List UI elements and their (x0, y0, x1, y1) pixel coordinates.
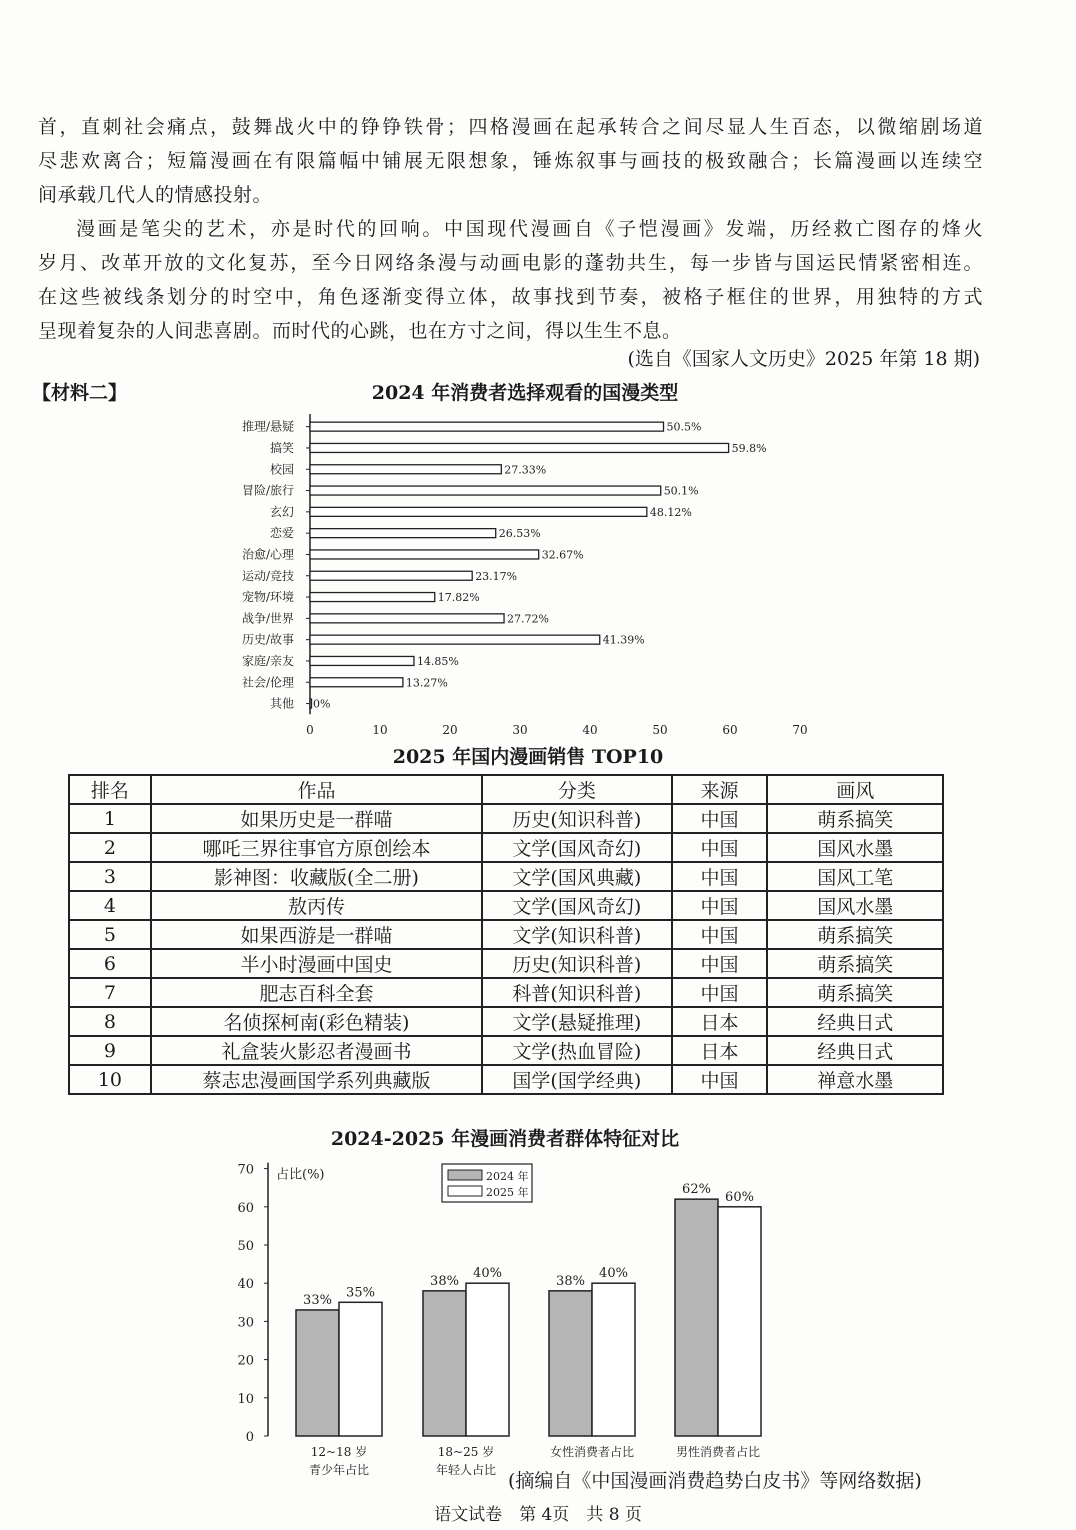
genre-bar-chart (200, 408, 820, 738)
value-label: 26.53% (498, 527, 541, 541)
bar (310, 443, 729, 452)
x-tick-label: 30 (512, 723, 528, 738)
table-cell: 历史(知识科普) (482, 949, 672, 978)
table-cell: 经典日式 (767, 1036, 943, 1065)
value-label: 14.85% (416, 654, 459, 668)
bar (718, 1207, 761, 1436)
bar (310, 550, 539, 559)
footer-source: (摘编自《中国漫画消费趋势白皮书》等网络数据) (508, 1470, 922, 1492)
table-cell: 文学(国风奇幻) (482, 891, 672, 920)
category-label: 搞笑 (269, 440, 294, 455)
bar (310, 486, 661, 495)
table-cell: 中国 (672, 949, 768, 978)
table-cell: 经典日式 (767, 1007, 943, 1036)
table-cell: 中国 (672, 978, 768, 1007)
table-cell: 中国 (672, 891, 768, 920)
table-row (69, 1007, 943, 1036)
x-tick-label: 40 (582, 723, 598, 738)
table-cell: 哪吒三界往事官方原创绘本 (151, 833, 482, 862)
value-label: 50.5% (666, 420, 702, 434)
table-cell: 影神图：收藏版(全二册) (151, 862, 482, 891)
x-tick-label: 70 (792, 723, 808, 738)
y-tick-label: 10 (237, 1391, 254, 1407)
table-cell: 敖丙传 (151, 891, 482, 920)
bar (310, 507, 647, 516)
table-cell: 中国 (672, 1065, 768, 1094)
column-header: 排名 (69, 775, 151, 804)
y-tick-label: 0 (245, 1430, 254, 1445)
table-cell: 6 (69, 949, 151, 978)
value-label: 60% (725, 1189, 754, 1205)
table-cell: 9 (69, 1036, 151, 1065)
y-tick-label: 70 (237, 1162, 254, 1178)
table-row (69, 862, 943, 891)
column-header: 画风 (767, 775, 943, 804)
table-cell: 历史(知识科普) (482, 804, 672, 833)
table-title: 2025 年国内漫画销售 TOP10 (392, 746, 664, 768)
table-cell: 1 (69, 804, 151, 833)
value-label: 27.72% (507, 612, 549, 626)
table-cell: 国风水墨 (767, 891, 943, 920)
category-label: 女性消费者占比 (549, 1445, 635, 1459)
table-cell: 如果历史是一群喵 (151, 804, 482, 833)
bar (339, 1302, 382, 1436)
value-label: 59.8% (731, 441, 767, 455)
value-label: 38% (556, 1273, 585, 1289)
table-cell: 国学(国学经典) (482, 1065, 672, 1094)
category-label: 校园 (269, 462, 294, 477)
value-label: 32.67% (541, 548, 584, 562)
bar (423, 1291, 466, 1436)
paragraph-line: 尽悲欢离合；短篇漫画在有限篇幅中铺展无限想象，锤炼叙事与画技的极致融合；长篇漫画以连续空 (38, 150, 983, 172)
table-cell: 文学(国风奇幻) (482, 833, 672, 862)
value-label: 48.12% (649, 505, 692, 519)
category-label: 青少年占比 (308, 1463, 370, 1477)
paragraph-line: 首，直刺社会痛点，鼓舞战火中的铮铮铁骨；四格漫画在起承转合之间尽显人生百态，以微缩剧场道 (38, 116, 983, 138)
value-label: 62% (682, 1182, 711, 1198)
page-footer: 语文试卷 第 4页 共 8 页 (434, 1505, 642, 1525)
category-label: 玄幻 (269, 504, 294, 519)
x-tick-label: 60 (722, 723, 738, 738)
column-header: 分类 (482, 775, 672, 804)
value-label: 27.33% (504, 463, 547, 477)
category-label: 家庭/亲友 (241, 653, 294, 668)
category-label: 恋爱 (269, 526, 294, 541)
category-label: 男性消费者占比 (675, 1445, 761, 1459)
category-label: 历史/故事 (241, 632, 294, 647)
bar (675, 1199, 718, 1436)
value-label: 41.39% (602, 633, 645, 647)
y-tick-label: 60 (237, 1200, 254, 1216)
value-label: 38% (430, 1273, 459, 1289)
table-cell: 5 (69, 920, 151, 949)
table-cell: 萌系搞笑 (767, 920, 943, 949)
table-cell: 8 (69, 1007, 151, 1036)
bar (310, 635, 600, 644)
bar (310, 465, 501, 474)
category-label: 12~18 岁 (310, 1445, 368, 1459)
bar (310, 699, 312, 708)
table-cell: 蔡志忠漫画国学系列典藏版 (151, 1065, 482, 1094)
bar (310, 571, 472, 580)
table-row (69, 949, 943, 978)
material1-source: (选自《国家人文历史》2025 年第 18 期) (627, 348, 980, 370)
y-tick-label: 20 (237, 1353, 254, 1369)
material2-label: 【材料二】 (32, 382, 128, 404)
bar (296, 1310, 339, 1436)
bar (466, 1283, 509, 1436)
y-tick-label: 30 (237, 1315, 254, 1331)
table-cell: 2 (69, 833, 151, 862)
bar (310, 593, 435, 602)
table-cell: 中国 (672, 804, 768, 833)
table-cell: 科普(知识科普) (482, 978, 672, 1007)
value-label: 50.1% (663, 484, 699, 498)
table-cell: 禅意水墨 (767, 1065, 943, 1094)
value-label: 17.82% (437, 591, 480, 605)
bar (310, 529, 496, 538)
value-label: 40% (473, 1266, 502, 1282)
table-cell: 半小时漫画中国史 (151, 949, 482, 978)
table-cell: 日本 (672, 1036, 768, 1065)
value-label: 33% (303, 1292, 332, 1308)
x-tick-label: 10 (372, 723, 388, 738)
legend-swatch (448, 1186, 482, 1196)
table-cell: 如果西游是一群喵 (151, 920, 482, 949)
table-cell: 肥志百科全套 (151, 978, 482, 1007)
bar (310, 678, 403, 687)
consumer-group-chart (220, 1150, 820, 1480)
legend-label: 2025 年 (486, 1186, 529, 1199)
category-label: 推理/悬疑 (241, 419, 294, 434)
category-label: 战争/世界 (241, 611, 294, 626)
table-cell: 7 (69, 978, 151, 1007)
table-cell: 国风工笔 (767, 862, 943, 891)
category-label: 宠物/环境 (241, 590, 294, 605)
paragraph-line: 在这些被线条划分的时空中，角色逐渐变得立体，故事找到节奏，被格子框住的世界，用独特的方式 (38, 286, 983, 308)
category-label: 社会/伦理 (241, 675, 294, 690)
table-row (69, 1036, 943, 1065)
x-tick-label: 50 (652, 723, 668, 738)
x-tick-label: 20 (442, 723, 458, 738)
x-tick-label: 0 (306, 723, 314, 738)
table-cell: 文学(悬疑推理) (482, 1007, 672, 1036)
bar (310, 614, 504, 623)
table-cell: 日本 (672, 1007, 768, 1036)
bar (592, 1283, 635, 1436)
paragraph-line: 间承载几代人的情感投射。 (38, 184, 273, 206)
category-label: 其他 (269, 696, 294, 711)
column-header: 作品 (151, 775, 482, 804)
category-label: 冒险/旅行 (241, 483, 294, 498)
value-label: 35% (346, 1285, 375, 1301)
bar (310, 656, 414, 665)
bar (549, 1291, 592, 1436)
paragraph-line: 呈现着复杂的人间悲喜剧。而时代的心跳，也在方寸之间，得以生生不息。 (38, 320, 682, 342)
material1-paragraph1 (38, 110, 983, 212)
y-tick-label: 40 (237, 1277, 254, 1293)
sales-top10-table (68, 774, 944, 1095)
bar (310, 422, 664, 431)
table-cell: 萌系搞笑 (767, 978, 943, 1007)
value-label: 40% (599, 1266, 628, 1282)
table-row (69, 804, 943, 833)
legend-swatch (448, 1170, 482, 1180)
table-cell: 文学(知识科普) (482, 920, 672, 949)
table-row (69, 833, 943, 862)
value-label: 23.17% (475, 569, 518, 583)
table-cell: 文学(国风典藏) (482, 862, 672, 891)
value-label: 0% (313, 697, 331, 711)
y-axis-label: 占比(%) (276, 1167, 325, 1183)
category-label: 18~25 岁 (437, 1445, 495, 1459)
table-row (69, 891, 943, 920)
table-cell: 萌系搞笑 (767, 949, 943, 978)
category-label: 运动/竞技 (241, 568, 294, 583)
table-cell: 10 (69, 1065, 151, 1094)
table-cell: 中国 (672, 862, 768, 891)
material1-paragraph2 (38, 212, 983, 348)
category-label: 年轻人占比 (435, 1463, 497, 1477)
table-cell: 国风水墨 (767, 833, 943, 862)
table-cell: 名侦探柯南(彩色精装) (151, 1007, 482, 1036)
table-cell: 3 (69, 862, 151, 891)
column-header: 来源 (672, 775, 768, 804)
table-cell: 中国 (672, 920, 768, 949)
chart2-title: 2024-2025 年漫画消费者群体特征对比 (330, 1128, 680, 1150)
paragraph-line: 岁月、改革开放的文化复苏，至今日网络条漫与动画电影的蓬勃共生，每一步皆与国运民情紧密相连。 (38, 252, 983, 274)
table-row (69, 920, 943, 949)
table-cell: 萌系搞笑 (767, 804, 943, 833)
chart1-title: 2024 年消费者选择观看的国漫类型 (371, 382, 679, 404)
table-cell: 礼盒装火影忍者漫画书 (151, 1036, 482, 1065)
table-row (69, 1065, 943, 1094)
legend-label: 2024 年 (486, 1170, 529, 1183)
table-cell: 中国 (672, 833, 768, 862)
category-label: 治愈/心理 (241, 547, 294, 562)
value-label: 13.27% (405, 676, 448, 690)
y-tick-label: 50 (237, 1239, 254, 1254)
table-cell: 4 (69, 891, 151, 920)
table-cell: 文学(热血冒险) (482, 1036, 672, 1065)
table-row (69, 978, 943, 1007)
paragraph-line: 漫画是笔尖的艺术，亦是时代的回响。中国现代漫画自《子恺漫画》发端，历经救亡图存的烽火 (76, 218, 983, 240)
table-header-row (69, 775, 943, 804)
